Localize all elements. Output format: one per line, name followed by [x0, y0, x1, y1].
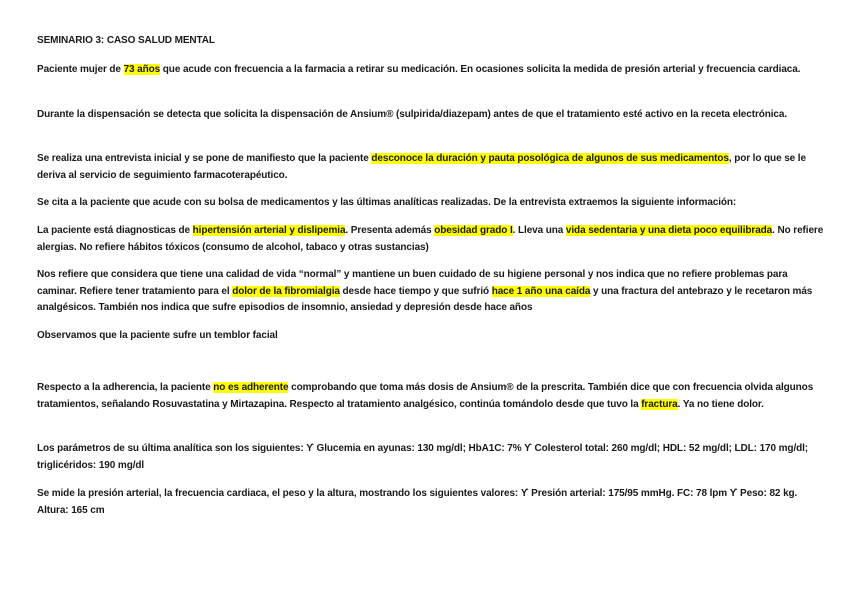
highlight-non-adherent: no es adherente	[213, 382, 289, 393]
paragraph-quality-of-life: Nos refiere que considera que tiene una calidad de vida “normal” y mantiene un buen cuidado de su higiene personal y nos indica que no refiere problemas para caminar. Refiere tener tratamiento para el dolor de la fibromialgia desde hace tiempo y que sufrió hace 1 año una caída y una fractura del antebrazo y le recetaron más analgésicos. También nos indica que sufre episodios de insomnio, ansiedad y depresión desde hace años	[37, 269, 813, 313]
paragraph-adherence: Respecto a la adherencia, la paciente no es adherente comprobando que toma más dosis de Ansium® de la prescrita. También dice que con frecuencia olvida algunos tratamientos, señalando Rosuvastatina y Mirtazapina. Respecto al tratamiento analgésico, continúa tomándolo desde que tuvo la fractura. Ya no tiene dolor.	[37, 382, 814, 410]
paragraph-vitals: Se mide la presión arterial, la frecuencia cardiaca, el peso y la altura, mostrando los siguientes valores: ϒ Presión arterial: 175/95 mmHg. FC: 78 lpm ϒ Peso: 82 kg. Altura: 165 cm	[37, 488, 798, 516]
highlight-hypertension: hipertensión arterial y dislipemia	[192, 225, 346, 236]
paragraph-interview: Se realiza una entrevista inicial y se pone de manifiesto que la paciente desconoce la duración y pauta posológica de algunos de sus medicamentos, por lo que se le deriva al servicio de seguimiento farmacoterapéutico.	[37, 153, 806, 181]
highlight-fibromyalgia: dolor de la fibromialgia	[232, 285, 340, 297]
paragraph-lab-results: Los parámetros de su última analítica son los siguientes: ϒ Glucemia en ayunas: 130 mg/dl; HbA1C: 7% ϒ Colesterol total: 260 mg/dl; HDL: 52 mg/dl; LDL: 170 mg/dl; triglicéridos: 190 mg/dl	[37, 443, 809, 471]
highlight-fracture: fractura	[641, 398, 678, 410]
highlight-fall: hace 1 año una caída	[491, 285, 591, 297]
paragraph-patient-intro: Paciente mujer de 73 años que acude con frecuencia a la farmacia a retirar su medicación. En ocasiones solicita la medida de presión arterial y frecuencia cardiaca.	[37, 64, 801, 75]
highlight-obesity: obesidad grado I	[434, 225, 513, 236]
highlight-sedentary: vida sedentaria y una dieta poco equilibrada	[565, 225, 773, 236]
paragraph-diagnosis: La paciente está diagnosticas de hipertensión arterial y dislipemia. Presenta además obesidad grado I. Lleva una vida sedentaria y una dieta poco equilibrada. No refiere alergias. No refiere hábitos tóxicos (consumo de alcohol, tabaco y otras sustancias)	[37, 225, 824, 253]
document-title: SEMINARIO 3: CASO SALUD MENTAL	[37, 35, 215, 46]
paragraph-dispensation: Durante la dispensación se detecta que solicita la dispensación de Ansium® (sulpirida/diazepam) antes de que el tratamiento esté activo en la receta electrónica.	[37, 109, 788, 120]
paragraph-appointment: Se cita a la paciente que acude con su bolsa de medicamentos y las últimas analíticas realizadas. De la entrevista extraemos la siguiente información:	[37, 197, 737, 208]
highlight-dosage-unknown: desconoce la duración y pauta posológica de algunos de sus medicamentos	[371, 153, 729, 164]
highlight-age: 73 años	[123, 64, 161, 75]
paragraph-tremor: Observamos que la paciente sufre un temblor facial	[37, 330, 278, 341]
